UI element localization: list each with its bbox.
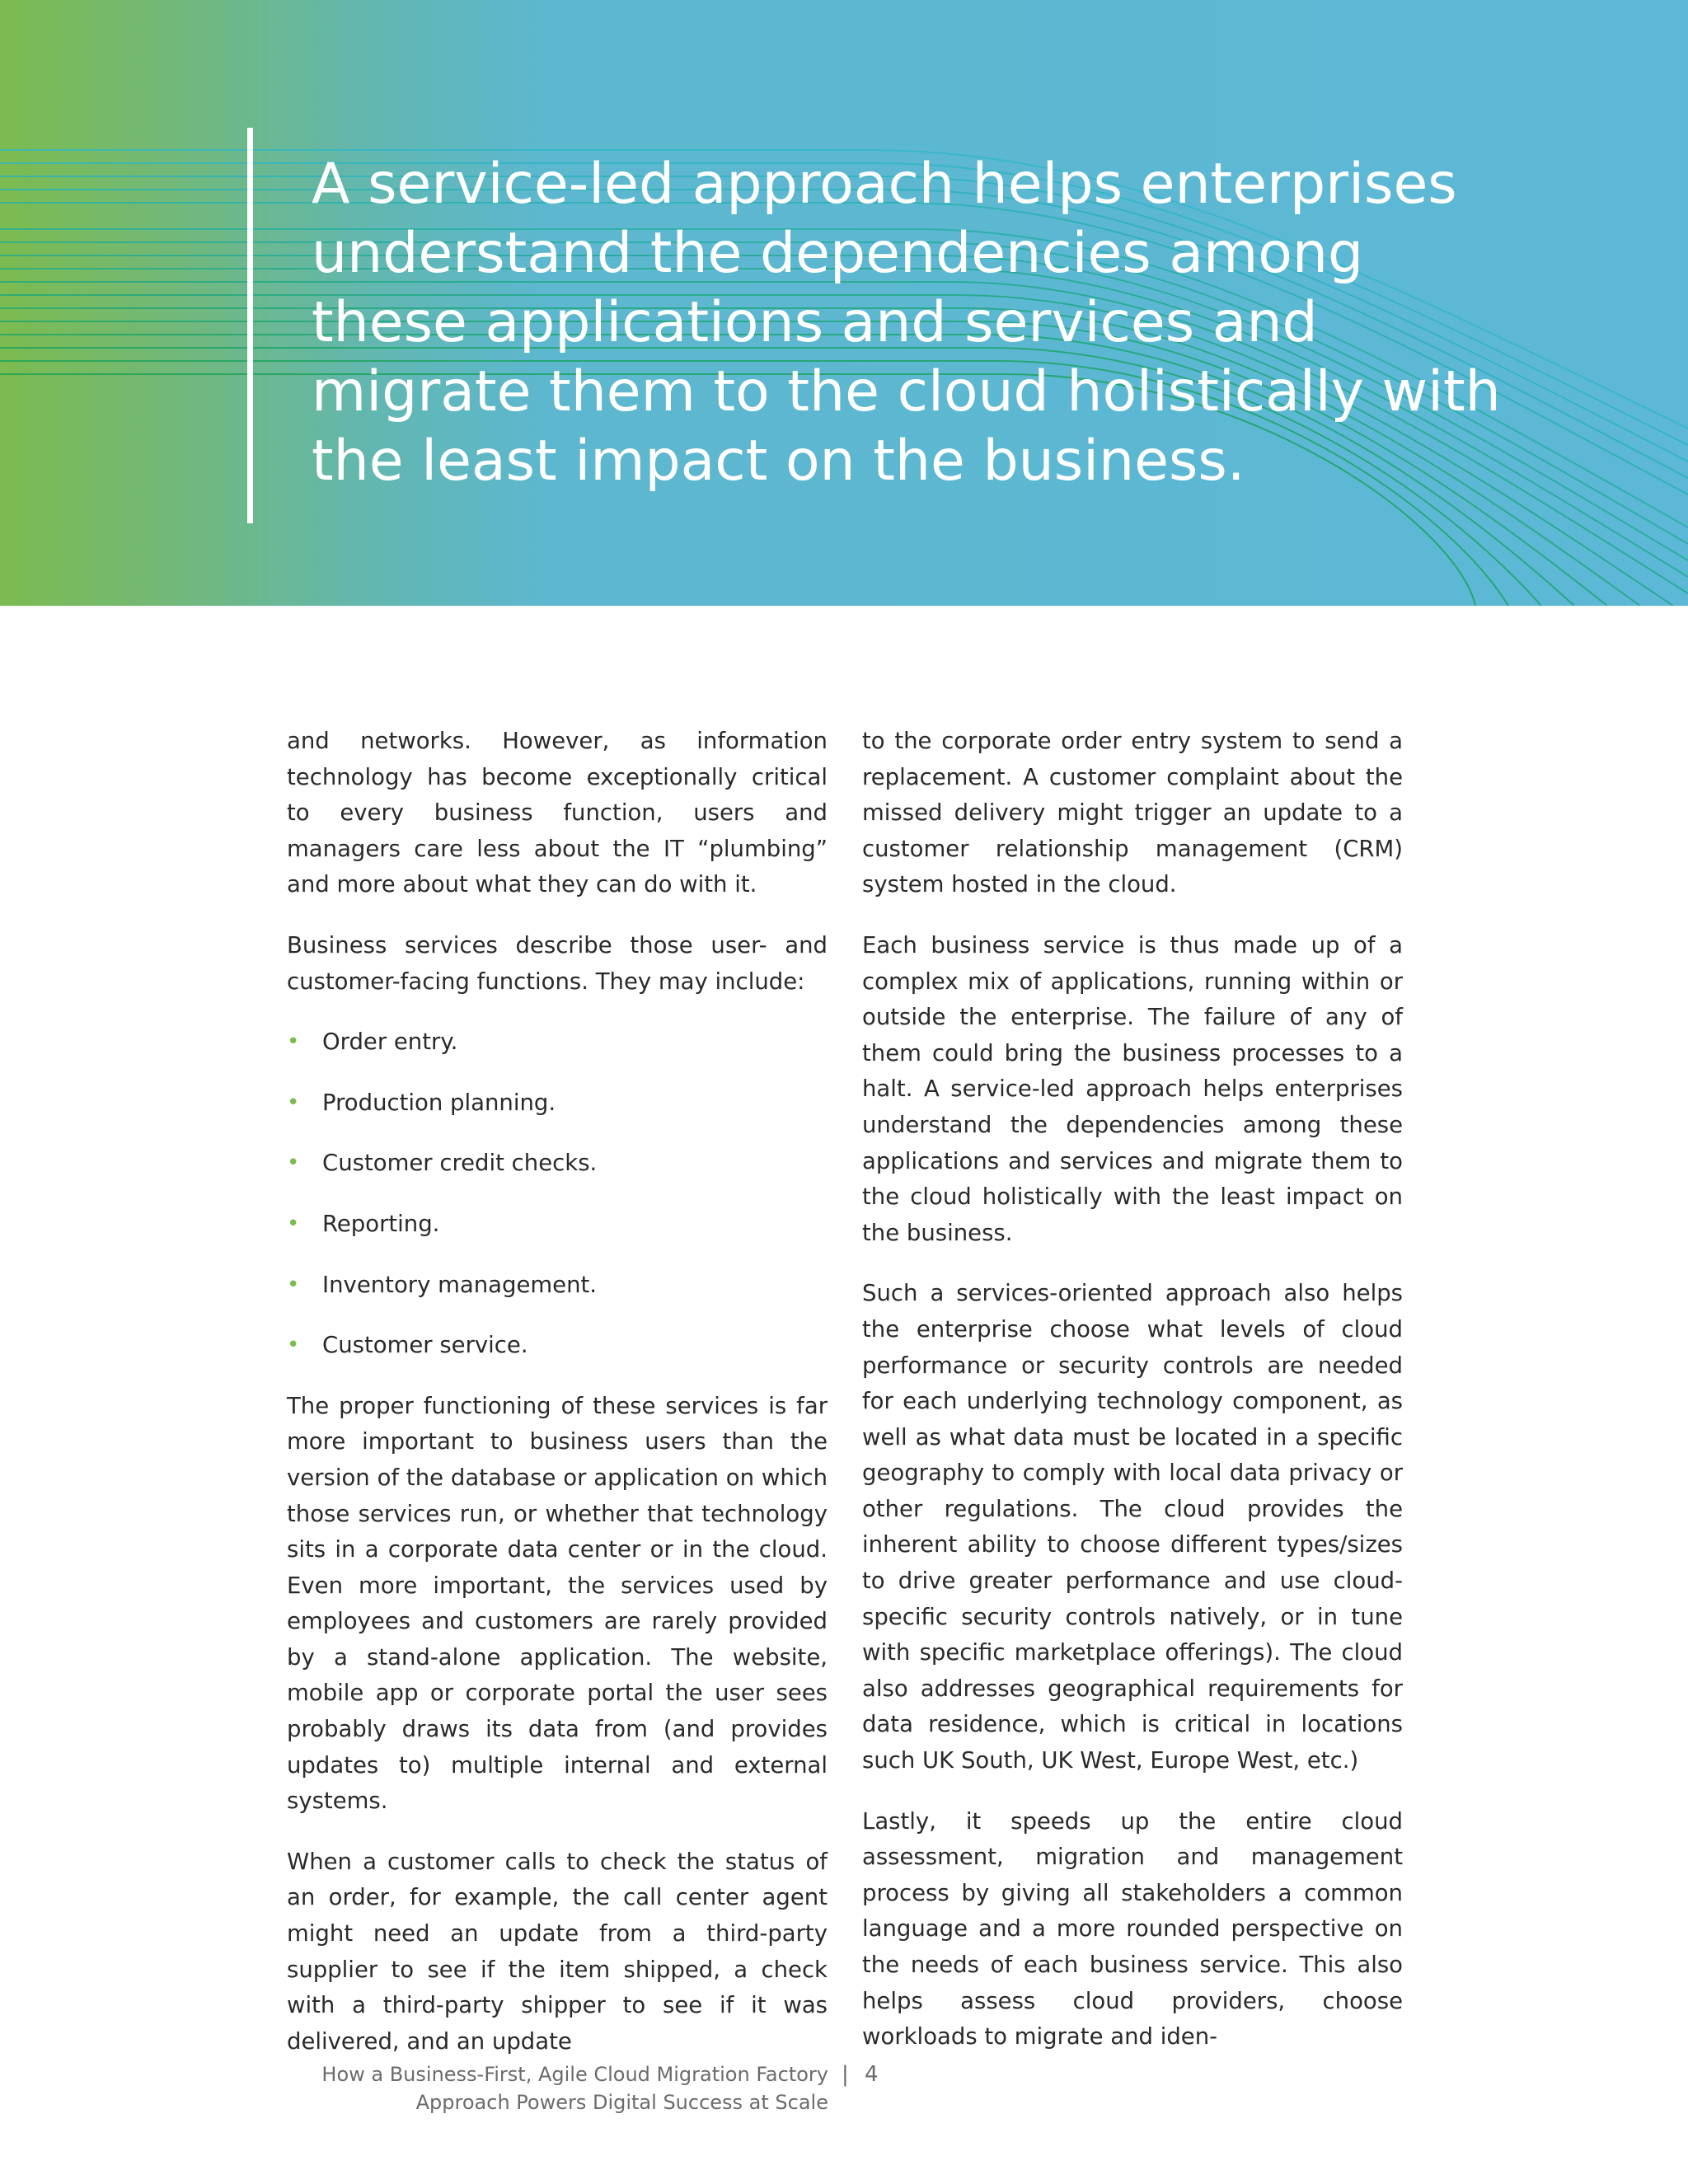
hero-banner — [0, 0, 1688, 606]
list-item — [287, 1146, 828, 1182]
list-item-text: Inventory management. — [322, 1271, 598, 1298]
list-item-text: Customer service. — [322, 1332, 528, 1359]
list-item-text: Production planning. — [322, 1089, 556, 1116]
business-services-list — [287, 1024, 828, 1364]
paragraph: Lastly, it speeds up the entire cloud assessment, migration and management process by giving all stakeholders a common language and a more rounded perspective on the needs of each business service. This also helps assess cloud providers, choose workloads to migrate and iden- — [862, 1807, 1403, 2050]
page-number: 4 — [865, 2062, 879, 2087]
paragraph: Each business service is thus made up of a complex mix of applications, running within or outside the enterprise. The failure of any of them could bring the business processes to a halt. A service-led approach helps enterprises understand the dependencies among these applications and services and migrate them to the cloud holistically with the least impact on the business. — [862, 931, 1403, 1246]
paragraph: The proper functioning of these services is far more important to business users than the version of the database or application on which those services run, or whether that technology sits in a corporate data center or in the cloud. Even more important, the services used by employees and customers are rarely provided by a stand-alone application. The website, mobile app or corporate portal the user sees probably draws its data from (and provides updates to) multiple internal and external systems. — [287, 1392, 828, 1815]
footer-title-line: How a Business-First, Agile Cloud Migration Factory — [321, 2063, 828, 2086]
pull-quote: A service-led approach helps enterprises understand the dependencies among these applications and services and migrate them to the cloud holistically with the least impact on the business. — [312, 152, 1501, 494]
list-item — [287, 1085, 828, 1122]
list-item-text: Reporting. — [322, 1210, 440, 1237]
paragraph: Such a services-oriented approach also helps the enterprise choose what levels of cloud performance or security controls are needed for each underlying technology component, as well as what data must be located in a specific geography to comply with local data privacy or other regulations. The cloud provides the inherent ability to choose different types/sizes to drive greater performance and use cloud-specific security controls natively, or in tune with specific marketplace offerings). The cloud also addresses geographical requirements for data residence, which is critical in locations such UK South, UK West, Europe West, etc.) — [862, 1280, 1403, 1774]
list-item-text: Order entry. — [322, 1029, 458, 1056]
right-column — [862, 724, 1403, 2080]
list-item — [287, 1207, 828, 1243]
footer-title-line: Approach Powers Digital Success at Scale — [415, 2091, 828, 2114]
footer-title — [247, 2060, 828, 2116]
bullet-icon: • — [287, 1211, 300, 1236]
bullet-icon: • — [287, 1151, 300, 1176]
paragraph: and networks. However, as information technology has become exceptionally critical to every business function, users and managers care less about the IT “plumbing” and more about what they can do with it. — [287, 728, 828, 898]
bullet-icon: • — [287, 1090, 300, 1115]
paragraph: When a customer calls to check the status of an order, for example, the call center agent might need an update from a third-party supplier to see if the item shipped, a check with a third-party shipper to see if it was delivered, and an update — [287, 1848, 828, 2055]
bullet-icon: • — [287, 1029, 300, 1055]
quote-bar — [247, 128, 253, 523]
paragraph: Business services describe those user- and customer-facing functions. They may include: — [287, 931, 828, 995]
bullet-icon: • — [287, 1272, 300, 1297]
left-column — [287, 724, 828, 2084]
footer-separator: | — [842, 2062, 849, 2087]
list-item-text: Customer credit checks. — [322, 1150, 598, 1177]
list-item — [287, 1024, 828, 1061]
list-item — [287, 1268, 828, 1304]
paragraph: to the corporate order entry system to send a replacement. A customer complaint about the missed delivery might trigger an update to a customer relationship management (CRM) system hosted in the cloud. — [862, 728, 1403, 898]
list-item — [287, 1328, 828, 1364]
bullet-icon: • — [287, 1333, 300, 1358]
